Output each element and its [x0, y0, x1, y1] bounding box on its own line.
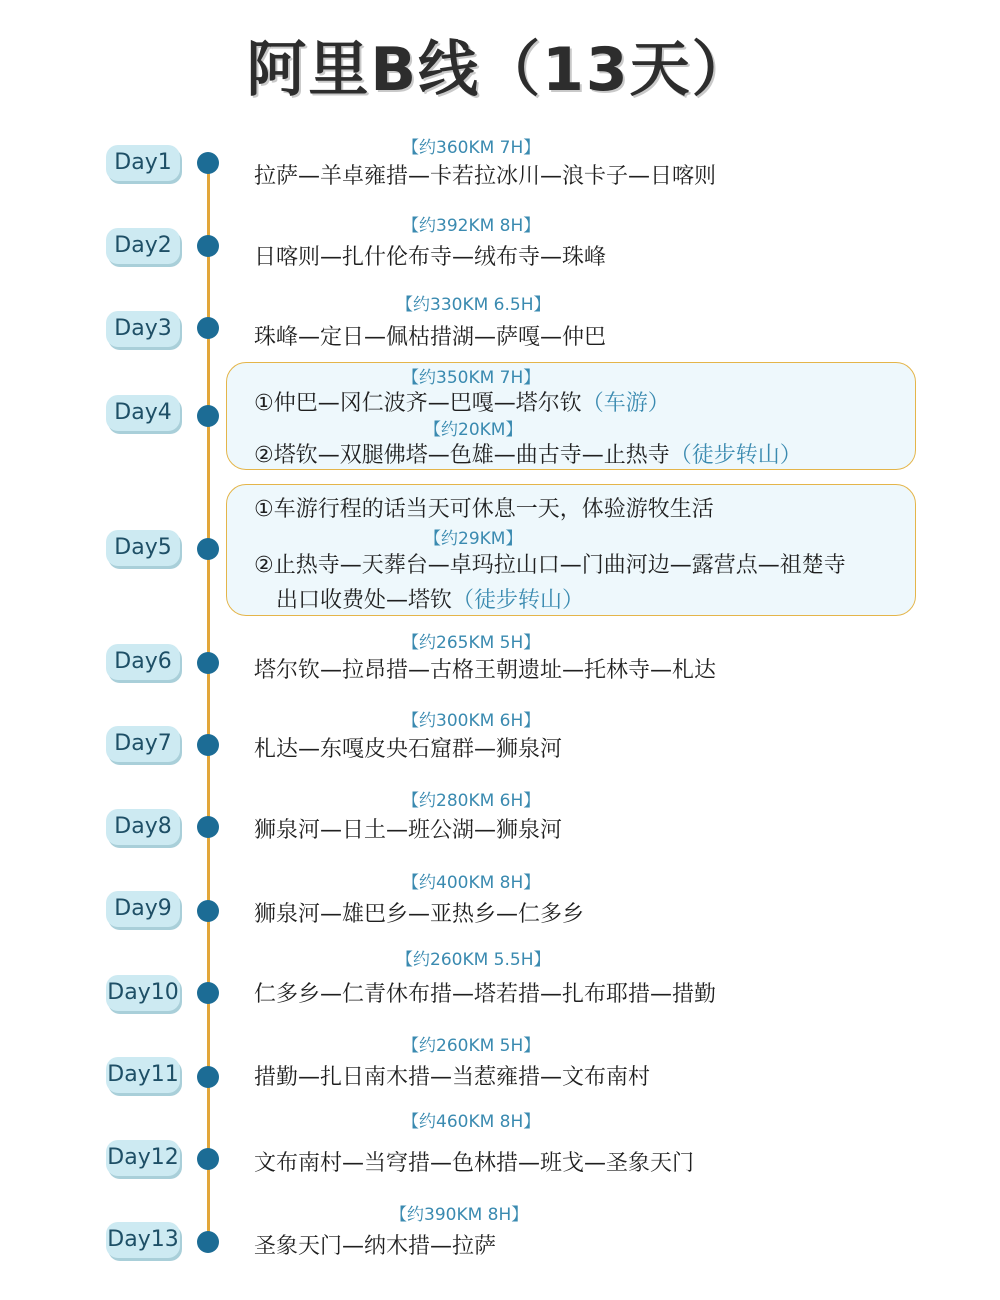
timeline-dot-13	[197, 1231, 219, 1253]
timeline-dot-5	[197, 538, 219, 560]
day12-meta: 【约460KM 8H】	[402, 1112, 541, 1132]
timeline-dot-3	[197, 317, 219, 339]
day4-note-2: （徒步转山）	[669, 443, 802, 468]
day6-meta: 【约265KM 5H】	[402, 633, 541, 653]
day8-meta: 【约280KM 6H】	[402, 791, 541, 811]
day7-route: 札达—东嘎皮央石窟群—狮泉河	[254, 737, 563, 762]
timeline-dot-12	[197, 1148, 219, 1170]
day5-route-3-text: 出口收费处—塔钦	[276, 588, 453, 613]
day5-meta-2: 【约29KM】	[424, 529, 523, 549]
day4-route-1-text: ①仲巴—冈仁波齐—巴嘎—塔尔钦	[254, 391, 582, 416]
day3-route: 珠峰—定日—佩枯措湖—萨嘎—仲巴	[254, 325, 607, 350]
day-badge-4: Day4	[106, 395, 180, 431]
day6-route: 塔尔钦—拉昂措—古格王朝遗址—托林寺—札达	[254, 658, 717, 683]
day-badge-8: Day8	[106, 809, 180, 845]
day13-meta: 【约390KM 8H】	[390, 1205, 529, 1225]
day4-route-2	[254, 438, 802, 469]
day-badge-6: Day6	[106, 644, 180, 680]
day2-route: 日喀则—扎什伦布寺—绒布寺—珠峰	[254, 245, 607, 270]
day5-note-3: （徒步转山）	[452, 588, 585, 613]
timeline-dot-1	[197, 152, 219, 174]
day5-route-3	[276, 583, 584, 614]
day4-meta-2: 【约20KM】	[424, 420, 523, 440]
day9-route: 狮泉河—雄巴乡—亚热乡—仁多乡	[254, 902, 585, 927]
day4-route-1	[254, 386, 670, 417]
day12-route: 文布南村—当穹措—色林措—班戈—圣象天门	[254, 1151, 695, 1176]
timeline-dot-7	[197, 734, 219, 756]
day5-route-1: ①车游行程的话当天可休息一天，体验游牧生活	[254, 497, 714, 522]
day4-note-1: （车游）	[581, 391, 670, 416]
day1-meta: 【约360KM 7H】	[402, 138, 541, 158]
day-badge-2: Day2	[106, 228, 180, 264]
day1-route: 拉萨—羊卓雍措—卡若拉冰川—浪卡子—日喀则	[254, 164, 717, 189]
day7-meta: 【约300KM 6H】	[402, 711, 541, 731]
day11-meta: 【约260KM 5H】	[402, 1036, 541, 1056]
day-badge-5: Day5	[106, 530, 180, 566]
timeline-dot-9	[197, 900, 219, 922]
day4-route-2-text: ②塔钦—双腿佛塔—色雄—曲古寺—止热寺	[254, 443, 670, 468]
day-badge-9: Day9	[106, 891, 180, 927]
day-badge-7: Day7	[106, 726, 180, 762]
timeline-dot-2	[197, 235, 219, 257]
timeline-dot-6	[197, 652, 219, 674]
day-badge-11: Day11	[106, 1057, 180, 1093]
day-badge-12: Day12	[106, 1140, 180, 1176]
day9-meta: 【约400KM 8H】	[402, 873, 541, 893]
day-badge-1: Day1	[106, 145, 180, 181]
day5-route-2: ②止热寺—天葬台—卓玛拉山口—门曲河边—露营点—祖楚寺	[254, 553, 846, 578]
day-badge-10: Day10	[106, 975, 180, 1011]
day8-route: 狮泉河—日土—班公湖—狮泉河	[254, 818, 563, 843]
day11-route: 措勤—扎日南木措—当惹雍措—文布南村	[254, 1065, 651, 1090]
day10-meta: 【约260KM 5.5H】	[396, 950, 551, 970]
day10-route: 仁多乡—仁青休布措—塔若措—扎布耶措—措勤	[254, 982, 717, 1007]
day2-meta: 【约392KM 8H】	[402, 216, 541, 236]
day4-meta-1: 【约350KM 7H】	[402, 368, 541, 388]
day13-route: 圣象天门—纳木措—拉萨	[254, 1234, 497, 1259]
timeline-dot-8	[197, 816, 219, 838]
timeline-dot-10	[197, 982, 219, 1004]
day-badge-3: Day3	[106, 311, 180, 347]
timeline-dot-11	[197, 1066, 219, 1088]
day3-meta: 【约330KM 6.5H】	[396, 295, 551, 315]
timeline-dot-4	[197, 405, 219, 427]
page-title: 阿里B线（13天）	[246, 35, 754, 105]
day-badge-13: Day13	[106, 1222, 180, 1258]
